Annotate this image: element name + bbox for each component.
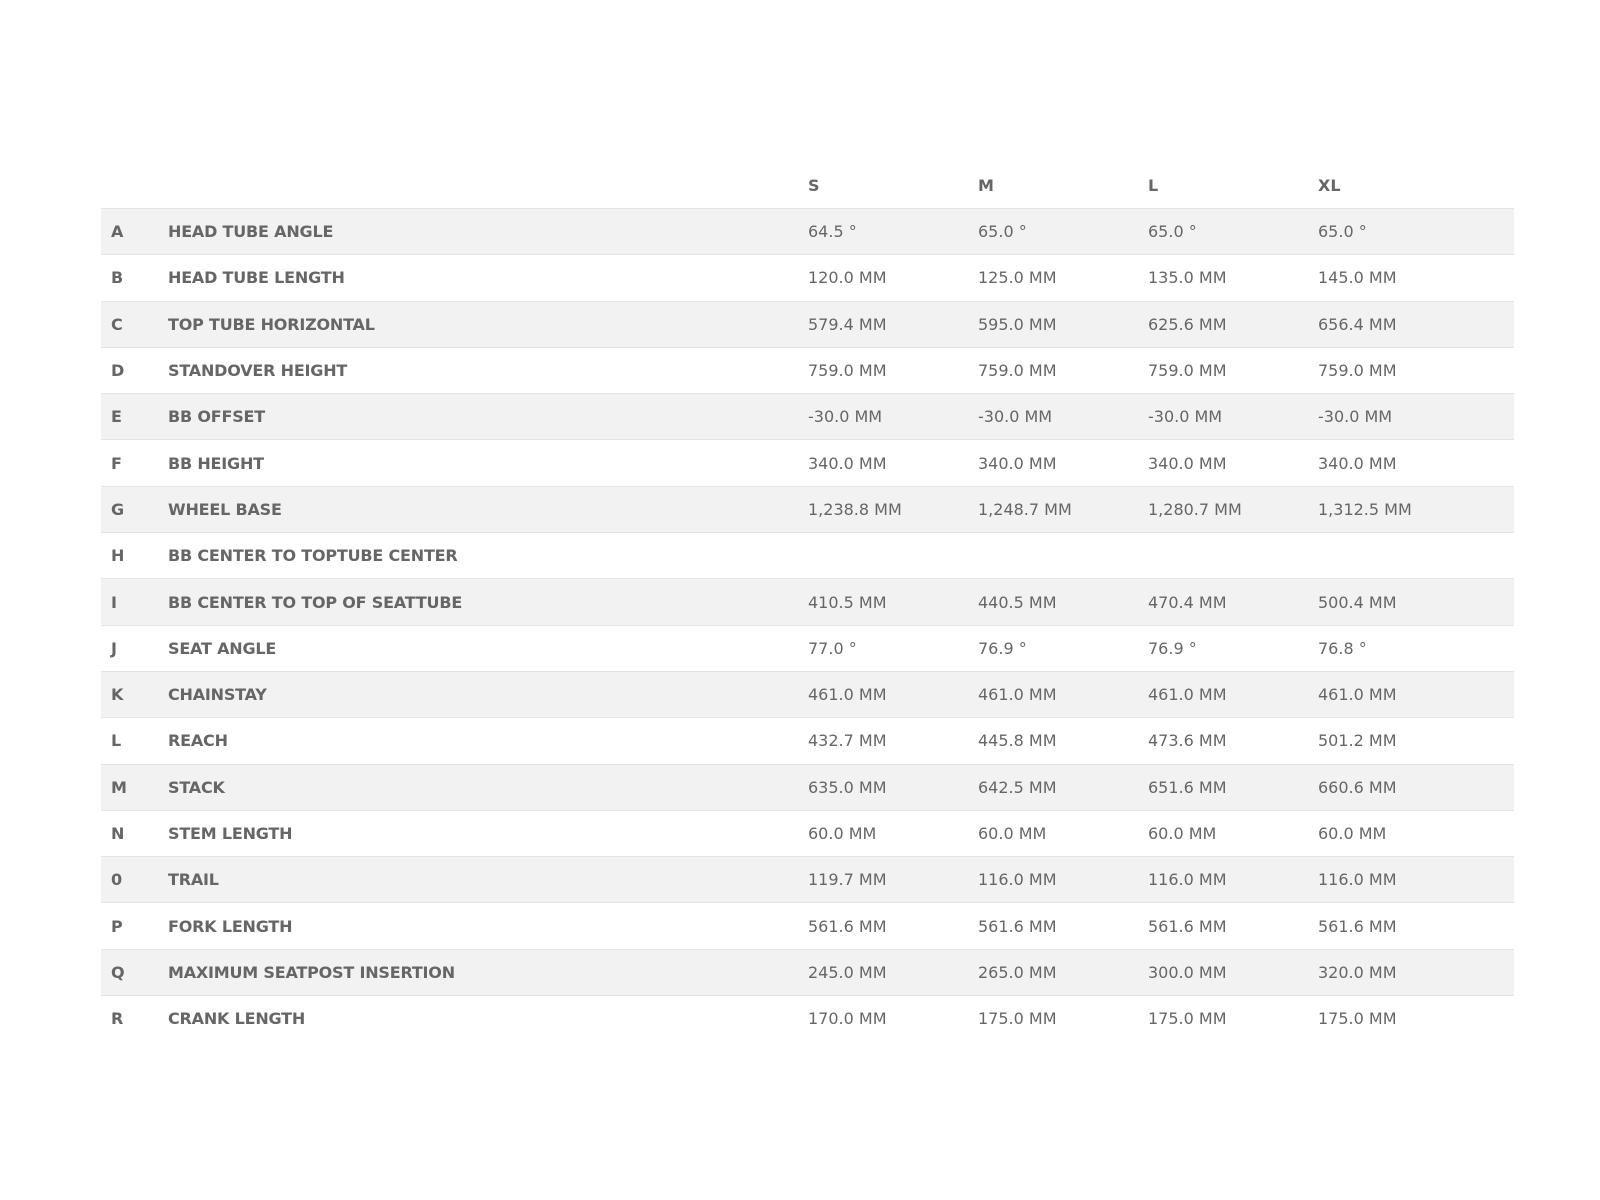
row-value-l: 625.6 MM [1148,314,1227,334]
size-header-xl: XL [1318,175,1341,195]
table-row [101,532,1514,578]
row-value-xl: 501.2 MM [1318,731,1397,751]
row-value-m: 642.5 MM [978,777,1057,797]
row-value-s: 561.6 MM [808,916,887,936]
row-value-s: -30.0 MM [808,407,883,427]
row-measurement-name: TRAIL [168,870,219,890]
row-value-s: 461.0 MM [808,685,887,705]
row-value-xl: 145.0 MM [1318,268,1397,288]
row-value-m: 76.9 ° [978,638,1027,658]
row-letter: D [111,361,125,381]
row-letter: F [111,453,122,473]
row-value-xl: 461.0 MM [1318,685,1397,705]
row-value-l: 651.6 MM [1148,777,1227,797]
table-row [101,578,1514,624]
table-row [101,810,1514,856]
table-row [101,393,1514,439]
table-row [101,949,1514,995]
row-value-xl: 60.0 MM [1318,824,1387,843]
table-row [101,301,1514,347]
row-value-l: 461.0 MM [1148,685,1227,705]
row-measurement-name: BB OFFSET [168,407,265,427]
row-measurement-name: STEM LENGTH [168,824,293,843]
table-header-row [101,162,1514,208]
table-row [101,486,1514,532]
row-letter: J [111,638,117,658]
row-value-xl: 76.8 ° [1318,638,1367,658]
row-measurement-name: CHAINSTAY [168,685,267,705]
row-value-s: 635.0 MM [808,777,887,797]
row-value-xl: 500.4 MM [1318,592,1397,612]
row-value-m: 445.8 MM [978,731,1057,751]
row-value-xl: 660.6 MM [1318,777,1397,797]
table-row [101,995,1514,1041]
row-measurement-name: BB HEIGHT [168,453,264,473]
row-value-m: 1,248.7 MM [978,499,1072,519]
row-measurement-name: CRANK LENGTH [168,1008,306,1028]
row-value-m: 265.0 MM [978,962,1057,982]
row-value-m: -30.0 MM [978,407,1053,427]
row-measurement-name: STACK [168,777,225,797]
row-value-s: 432.7 MM [808,731,887,751]
row-measurement-name: HEAD TUBE LENGTH [168,268,345,288]
table-row [101,347,1514,393]
row-value-s: 1,238.8 MM [808,499,902,519]
table-row [101,439,1514,485]
row-letter: M [111,777,127,797]
row-value-s: 77.0 ° [808,638,857,658]
table-row [101,625,1514,671]
row-value-l: 175.0 MM [1148,1008,1227,1028]
row-measurement-name: MAXIMUM SEATPOST INSERTION [168,962,455,982]
row-value-l: 76.9 ° [1148,638,1197,658]
row-value-l: 1,280.7 MM [1148,499,1242,519]
row-measurement-name: BB CENTER TO TOP OF SEATTUBE [168,592,463,612]
table-row [101,254,1514,300]
table-row [101,764,1514,810]
row-value-l: 65.0 ° [1148,222,1197,242]
table-row [101,208,1514,254]
row-value-m: 759.0 MM [978,361,1057,381]
row-letter: E [111,407,122,427]
row-value-m: 175.0 MM [978,1008,1057,1028]
size-header-m: M [978,175,994,195]
row-value-m: 440.5 MM [978,592,1057,612]
row-letter: R [111,1008,124,1028]
row-letter: G [111,499,125,519]
row-value-s: 759.0 MM [808,361,887,381]
row-value-l: 473.6 MM [1148,731,1227,751]
row-value-l: 300.0 MM [1148,962,1227,982]
row-value-s: 579.4 MM [808,314,887,334]
row-letter: Q [111,962,125,982]
row-value-m: 125.0 MM [978,268,1057,288]
row-value-l: 340.0 MM [1148,453,1227,473]
row-letter: K [111,685,124,705]
row-value-l: 60.0 MM [1148,824,1217,843]
row-value-xl: 320.0 MM [1318,962,1397,982]
size-header-l: L [1148,175,1159,195]
row-measurement-name: SEAT ANGLE [168,638,277,658]
table-row [101,902,1514,948]
row-value-m: 65.0 ° [978,222,1027,242]
row-value-xl: 116.0 MM [1318,870,1397,890]
row-letter: A [111,222,124,242]
row-measurement-name: REACH [168,731,228,751]
row-measurement-name: TOP TUBE HORIZONTAL [168,314,375,334]
row-measurement-name: STANDOVER HEIGHT [168,361,348,381]
table-row [101,856,1514,902]
table-body [101,208,1514,1041]
row-value-xl: 656.4 MM [1318,314,1397,334]
row-measurement-name: FORK LENGTH [168,916,293,936]
size-header-s: S [808,175,820,195]
table-row [101,671,1514,717]
row-value-m: 561.6 MM [978,916,1057,936]
row-measurement-name: HEAD TUBE ANGLE [168,222,334,242]
row-letter: B [111,268,124,288]
row-value-s: 410.5 MM [808,592,887,612]
row-value-l: 116.0 MM [1148,870,1227,890]
row-letter: 0 [111,870,123,890]
row-value-m: 60.0 MM [978,824,1047,843]
row-value-l: 135.0 MM [1148,268,1227,288]
row-letter: H [111,546,125,566]
row-value-m: 595.0 MM [978,314,1057,334]
row-letter: L [111,731,122,751]
row-value-xl: 561.6 MM [1318,916,1397,936]
row-value-l: 561.6 MM [1148,916,1227,936]
row-value-s: 340.0 MM [808,453,887,473]
row-value-m: 340.0 MM [978,453,1057,473]
row-value-s: 245.0 MM [808,962,887,982]
table-row [101,717,1514,763]
row-value-s: 120.0 MM [808,268,887,288]
row-value-xl: 759.0 MM [1318,361,1397,381]
geometry-table [101,162,1514,1041]
row-value-xl: 65.0 ° [1318,222,1367,242]
row-letter: N [111,824,125,843]
row-value-s: 60.0 MM [808,824,877,843]
row-value-s: 170.0 MM [808,1008,887,1028]
row-letter: P [111,916,123,936]
row-measurement-name: WHEEL BASE [168,499,282,519]
row-value-m: 116.0 MM [978,870,1057,890]
row-value-xl: 340.0 MM [1318,453,1397,473]
row-measurement-name: BB CENTER TO TOPTUBE CENTER [168,546,458,566]
row-letter: I [111,592,117,612]
row-value-s: 64.5 ° [808,222,857,242]
row-value-s: 119.7 MM [808,870,887,890]
row-value-m: 461.0 MM [978,685,1057,705]
row-value-xl: 1,312.5 MM [1318,499,1412,519]
row-value-l: 759.0 MM [1148,361,1227,381]
row-value-l: -30.0 MM [1148,407,1223,427]
row-value-xl: 175.0 MM [1318,1008,1397,1028]
row-value-l: 470.4 MM [1148,592,1227,612]
row-letter: C [111,314,123,334]
row-value-xl: -30.0 MM [1318,407,1393,427]
